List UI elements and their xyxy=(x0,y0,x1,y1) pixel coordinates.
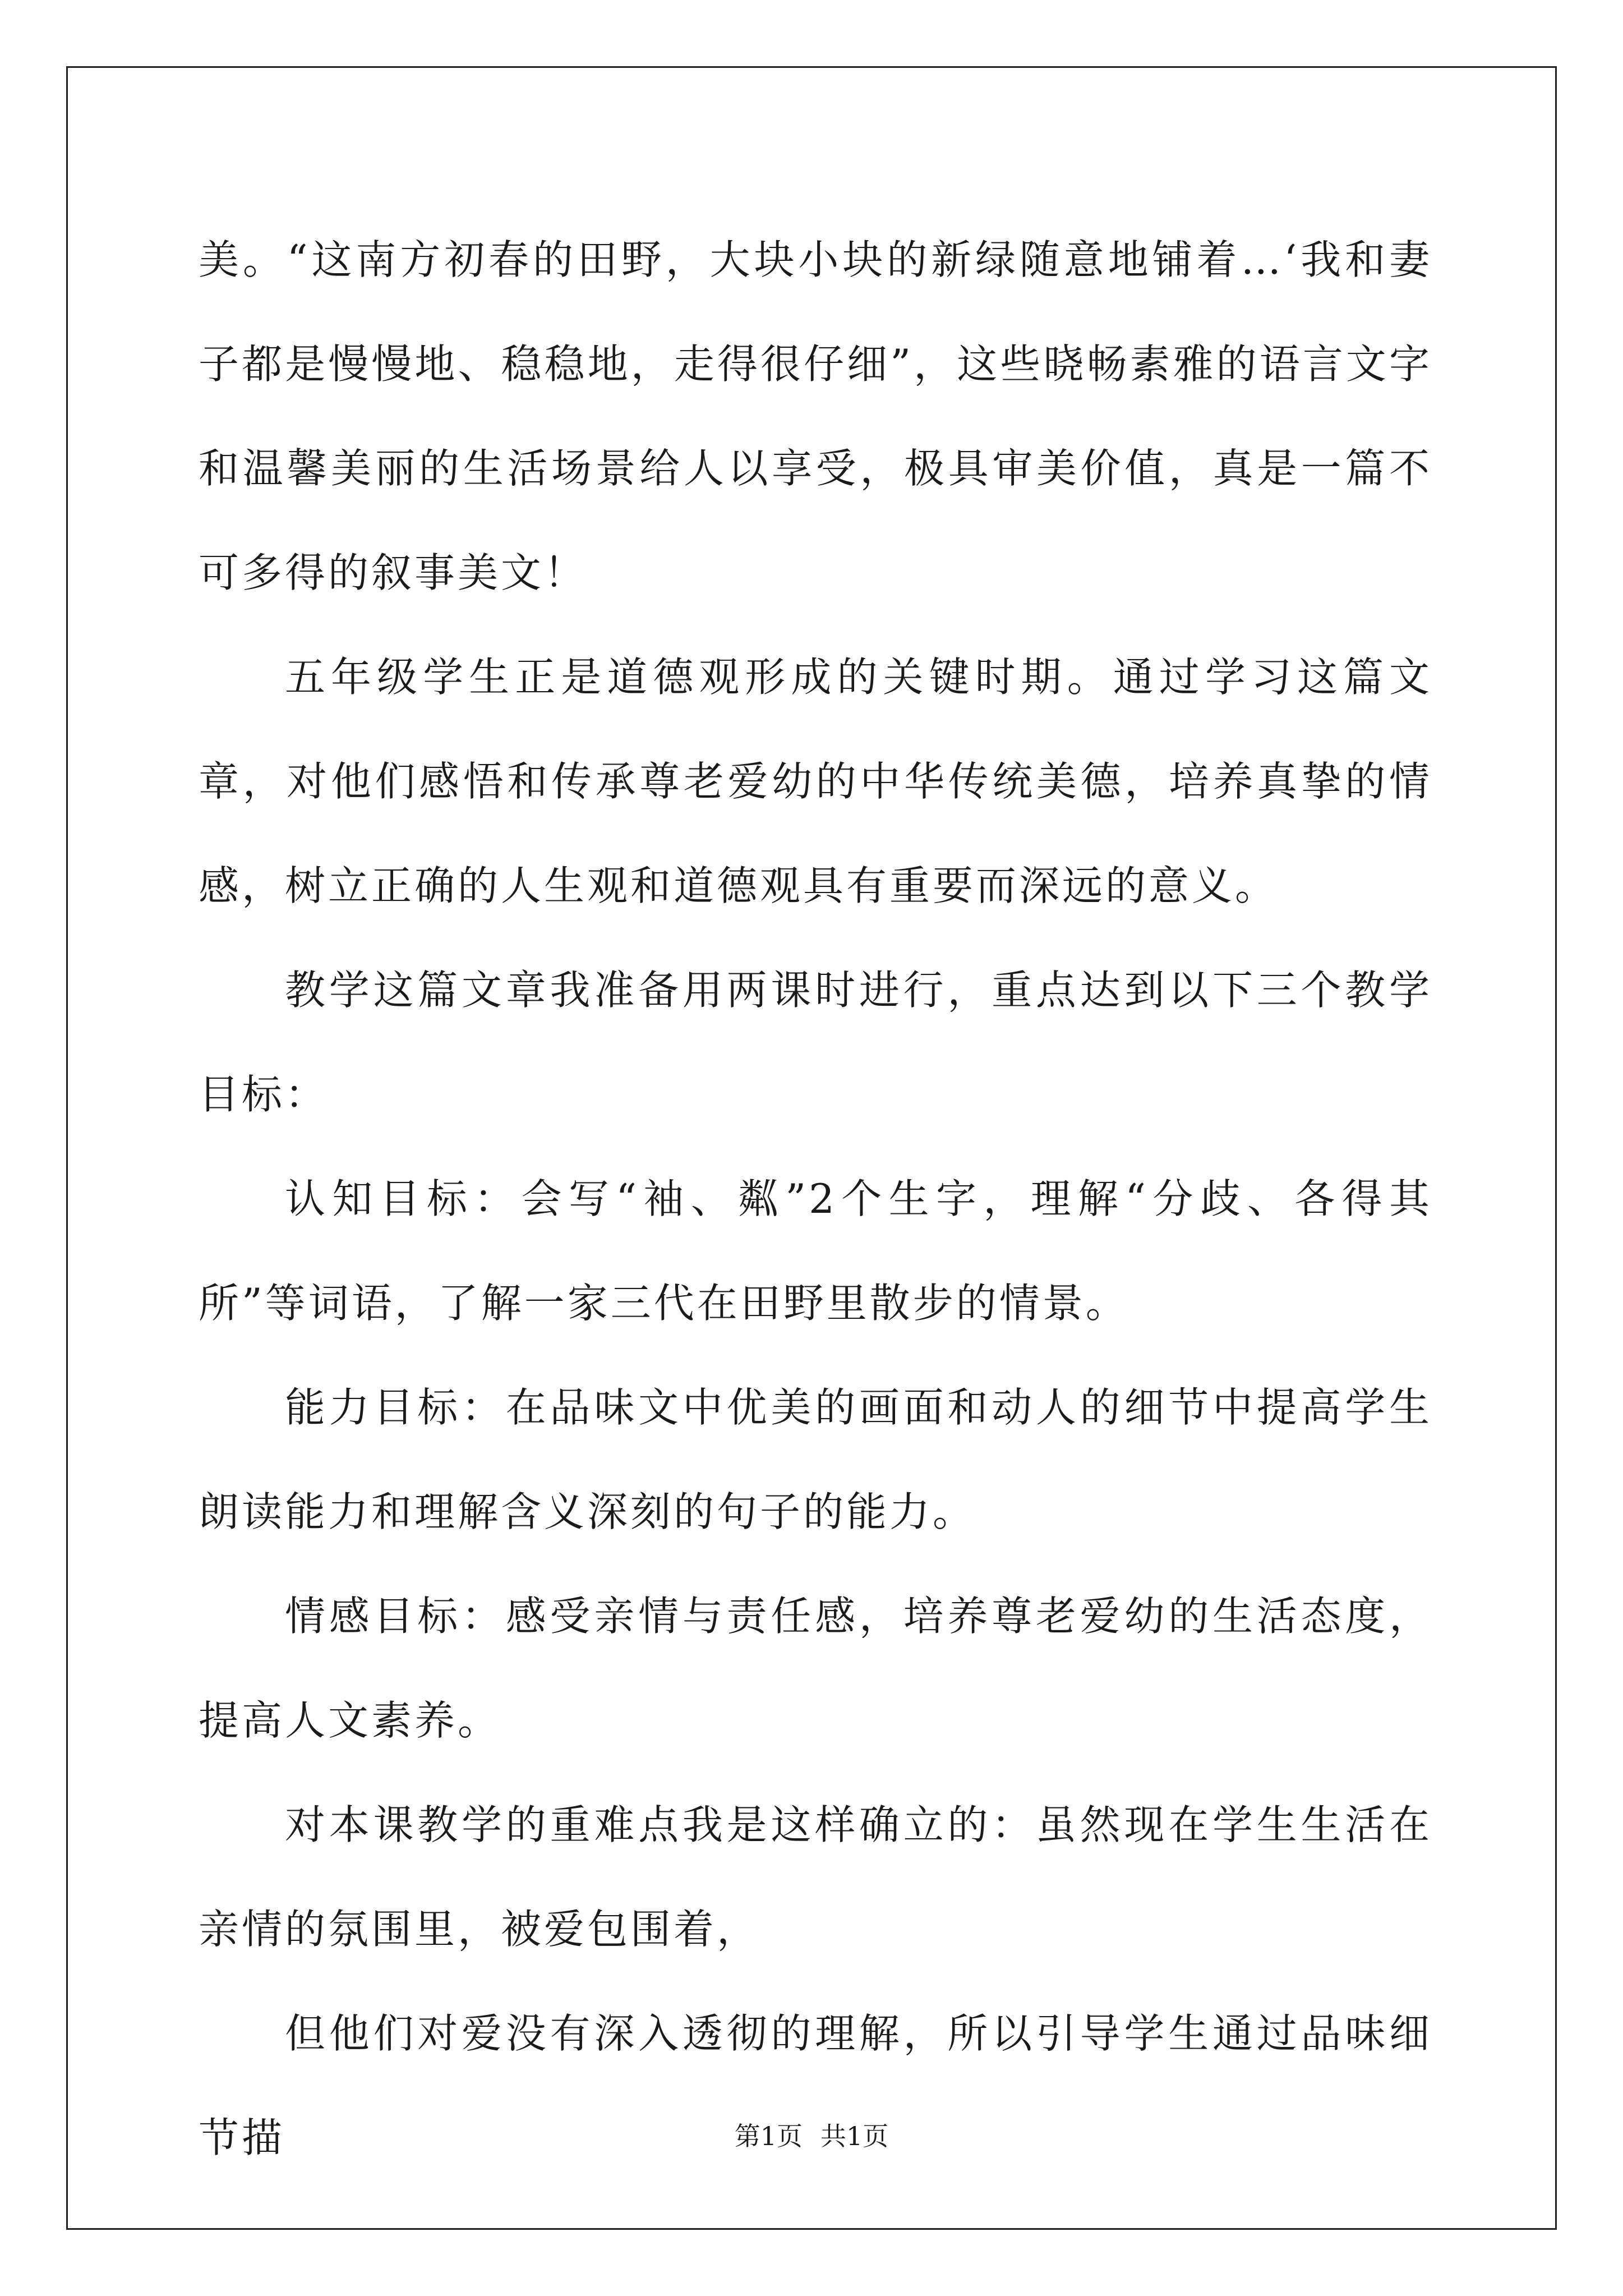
page-number: 第1页 xyxy=(734,2121,803,2151)
paragraph-4: 认知目标：会写“袖、粼”2个生字，理解“分歧、各得其所”等词语，了解一家三代在田野里散步的情景。 xyxy=(199,1175,1432,1327)
paragraph-3: 教学这篇文章我准备用两课时进行，重点达到以下三个教学目标： xyxy=(199,967,1432,1118)
paragraph-1: 美。“这南方初春的田野，大块小块的新绿随意地铺着…‘我和妻子都是慢慢地、稳稳地，走得很仔细”，这些晓畅素雅的语言文字和温馨美丽的生活场景给人以享受，极具审美价值，真是一篇不可多得的叙事美文！ xyxy=(199,236,1432,596)
page-footer xyxy=(0,2119,1623,2153)
paragraph-8: 但他们对爱没有深入透彻的理解，所以引导学生通过品味细节描 xyxy=(199,2010,1432,2161)
paragraph-6: 情感目标：感受亲情与责任感，培养尊老爱幼的生活态度，提高人文素养。 xyxy=(199,1593,1432,1744)
page-total: 共1页 xyxy=(820,2121,889,2151)
paragraph-7: 对本课教学的重难点我是这样确立的：虽然现在学生生活在亲情的氛围里，被爱包围着， xyxy=(199,1801,1432,1953)
paragraph-2: 五年级学生正是道德观形成的关键时期。通过学习这篇文章，对他们感悟和传承尊老爱幼的中华传统美德，培养真挚的情感，树立正确的人生观和道德观具有重要而深远的意义。 xyxy=(199,654,1432,909)
paragraph-5: 能力目标：在品味文中优美的画面和动人的细节中提高学生朗读能力和理解含义深刻的句子的能力。 xyxy=(199,1384,1432,1535)
document-body xyxy=(199,208,1432,2190)
